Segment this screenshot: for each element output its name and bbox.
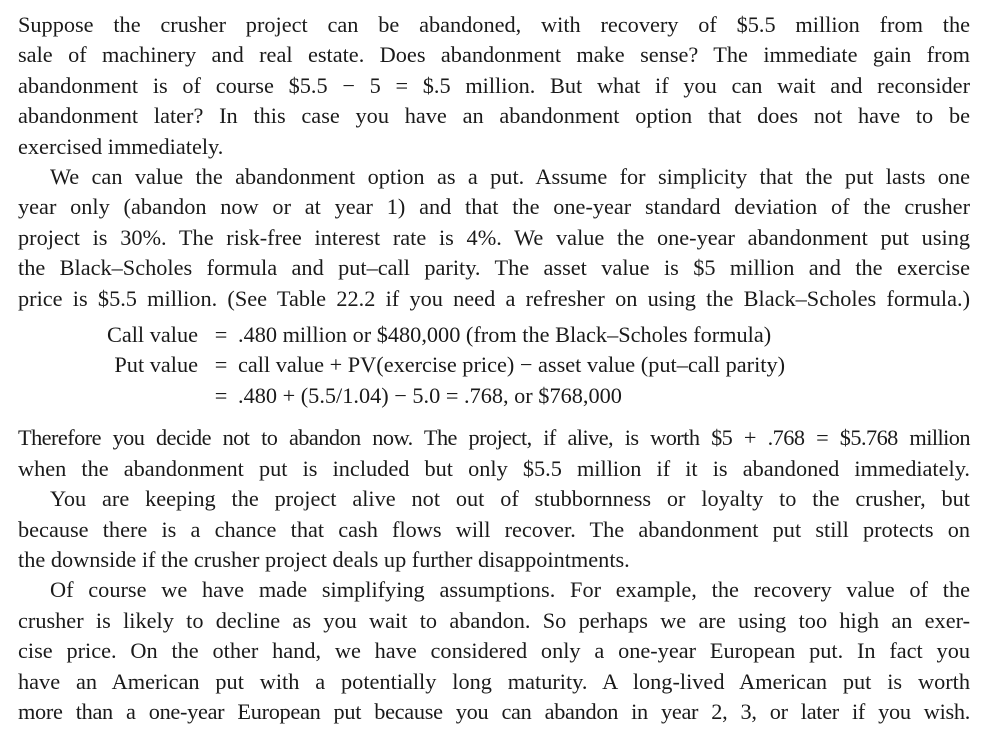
text-line: have an American put with a potentially long maturity. A long-lived American put is worth — [18, 668, 970, 694]
equation-lhs: Put value — [114, 352, 198, 378]
paragraph-simplifying-assumptions — [18, 575, 970, 727]
text-line: abandonment is of course $5.5 − 5 = $.5 million. But what if you can wait and reconsider — [18, 72, 970, 98]
text-line: year only (abandon now or at year 1) and that the one-year standard deviation of the crusher — [18, 194, 970, 220]
equals-sign: = — [214, 352, 228, 378]
text-line: Of course we have made simplifying assumptions. For example, the recovery value of the — [50, 577, 970, 603]
text-line: Suppose the crusher project can be abandoned, with recovery of $5.5 million from the — [18, 12, 970, 37]
text-line: exercised immediately. — [18, 133, 224, 159]
equation-rhs: .480 million or $480,000 (from the Black–Scholes formula) — [238, 322, 772, 348]
equation-put-computation — [18, 381, 970, 411]
equation-lhs: Call value — [106, 322, 198, 348]
paragraph-value-as-put — [18, 162, 970, 314]
text-line: because there is a chance that cash flows will recover. The abandonment put still protects on — [18, 516, 970, 542]
text-line: the Black–Scholes formula and put–call parity. The asset value is $5 million and the exercise — [18, 255, 970, 281]
paragraph-keeping-alive — [18, 484, 970, 575]
equation-call-value — [18, 320, 970, 350]
textbook-page — [18, 10, 970, 727]
paragraph-abandonment-intro — [18, 10, 970, 162]
text-line: price is $5.5 million. (See Table 22.2 if you need a refresher on using the Black–Scholes formula.) — [18, 285, 970, 311]
text-line: sale of machinery and real estate. Does abandonment make sense? The immediate gain from — [18, 42, 970, 68]
text-line: cise price. On the other hand, we have considered only a one-year European put. In fact you — [18, 638, 970, 664]
text-line: abandonment later? In this case you have an abandonment option that does not have to be — [18, 103, 970, 129]
text-line: when the abandonment put is included but only $5.5 million if it is abandoned immediately. — [18, 455, 970, 481]
equals-sign: = — [214, 322, 228, 348]
text-line: You are keeping the project alive not out of stubbornness or loyalty to the crusher, but — [50, 486, 970, 512]
text-line: Therefore you decide not to abandon now. The project, if alive, is worth $5 + .768 = $5.768 million — [18, 425, 970, 451]
text-line: crusher is likely to decline as you wait to abandon. So perhaps we are using too high an exer- — [18, 607, 970, 633]
equation-put-value — [18, 350, 970, 380]
text-line: project is 30%. The risk-free interest rate is 4%. We value the one-year abandonment put using — [18, 224, 970, 250]
equation-block — [18, 320, 970, 411]
equation-lhs — [18, 381, 208, 411]
text-line: We can value the abandonment option as a put. Assume for simplicity that the put lasts one — [50, 164, 970, 190]
text-line: more than a one-year European put because you can abandon in year 2, 3, or later if you wish. — [18, 698, 970, 724]
paragraph-decision — [18, 423, 970, 484]
equation-rhs: .480 + (5.5/1.04) − 5.0 = .768, or $768,000 — [238, 382, 622, 408]
text-line: the downside if the crusher project deals up further disappointments. — [18, 546, 630, 572]
equation-rhs: call value + PV(exercise price) − asset value (put–call parity) — [238, 352, 786, 378]
equals-sign: = — [214, 382, 228, 408]
